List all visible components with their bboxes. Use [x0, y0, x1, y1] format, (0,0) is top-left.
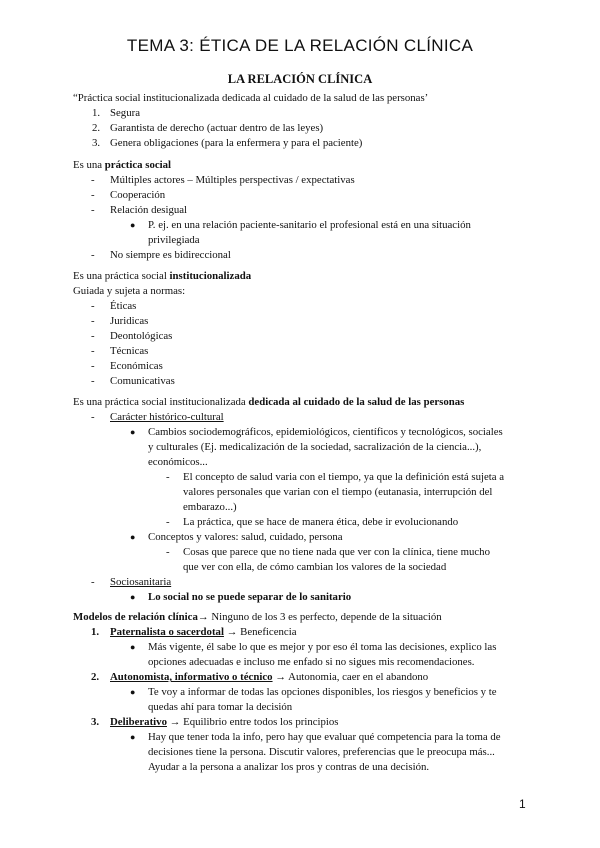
dash-marker: -: [91, 330, 95, 342]
list-item: Juridicas: [110, 315, 149, 327]
list-item: Relación desigual: [110, 204, 188, 216]
bullet-dot: ●: [130, 427, 136, 437]
bullet-dot: ●: [130, 220, 136, 230]
dash-marker: -: [91, 345, 95, 357]
def-item-num: 2.: [92, 122, 101, 134]
def-item-num: 1.: [92, 107, 101, 119]
dash-marker: -: [91, 204, 95, 216]
char-hist-heading: Carácter histórico-cultural: [110, 411, 224, 423]
sec2-guided: Guiada y sujeta a normas:: [73, 285, 186, 297]
list-item: decisiones tiene la persona. Discutir valores, preferencias que le preocupa más...: [148, 746, 495, 758]
list-item: embarazo...): [183, 501, 237, 513]
list-item: que ver con ella, de cómo cambian los valores de la sociedad: [183, 561, 447, 573]
list-item: valores personales que varian con el tiempo (eutanasia, interrupción del: [183, 486, 493, 498]
list-item: Económicas: [110, 360, 163, 372]
list-item: Hay que tener toda la info, pero hay que evaluar qué competencia para la toma de: [148, 731, 501, 743]
model-3: [110, 715, 339, 729]
sec3-intro: Es una práctica social institucionalizada: [73, 396, 249, 408]
list-item: Deontológicas: [110, 330, 173, 342]
list-item: Cambios sociodemográficos, epidemiológicos, científicos y tecnológicos, sociales: [148, 426, 503, 438]
model-name: Paternalista o sacerdotal: [110, 626, 224, 638]
dash-marker: -: [166, 516, 170, 528]
model-name: Deliberativo: [110, 716, 167, 728]
dash-marker: -: [166, 471, 170, 483]
list-item: opciones adecuadas e incluso me enfado si no sigues mis recomendaciones.: [148, 656, 475, 668]
def-item-text: Genera obligaciones (para la enfermera y para el paciente): [110, 137, 363, 149]
section-subtitle: LA RELACIÓN CLÍNICA: [227, 72, 373, 86]
sec1-heading: [73, 158, 171, 172]
list-item: Conceptos y valores: salud, cuidado, persona: [148, 531, 343, 543]
dash-marker: -: [91, 375, 95, 387]
sec2-intro: Es una práctica social: [73, 270, 170, 282]
dash-marker: -: [91, 189, 95, 201]
list-item: Más vigente, él sabe lo que es mejor y por eso él toma las decisiones, explico las: [148, 641, 497, 653]
page-number: 1: [519, 797, 526, 811]
definition-quote: “Práctica social institucionalizada dedicada al cuidado de la salud de las personas’: [73, 92, 429, 104]
list-item: El concepto de salud varia con el tiempo, ya que la definición está sujeta a: [183, 471, 505, 483]
dash-marker: -: [91, 249, 95, 261]
bullet-dot: ●: [130, 642, 136, 652]
list-item: Técnicas: [110, 345, 149, 357]
model-rest: Autonomia, caer en el abandono: [286, 671, 429, 683]
def-item-num: 3.: [92, 137, 101, 149]
model-name: Autonomista, informativo o técnico: [110, 671, 273, 683]
models-heading-rest: Ninguno de los 3 es perfecto, depende de la situación: [208, 611, 442, 623]
dash-marker: -: [91, 174, 95, 186]
model-rest: Equilibrio entre todos los principios: [180, 716, 339, 728]
def-item-text: Segura: [110, 107, 140, 119]
sec3-bold: dedicada al cuidado de la salud de las personas: [248, 396, 465, 408]
list-item: y culturales (Ej. medicalización de la sociedad, sacralización de la ciencia...),: [148, 441, 482, 453]
list-item: Éticas: [110, 300, 137, 312]
model-1: [110, 625, 297, 639]
models-heading: [73, 610, 442, 624]
dash-marker: -: [91, 411, 95, 423]
sec3-heading: [73, 395, 464, 409]
list-item: privilegiada: [148, 234, 200, 246]
sec1-bold: práctica social: [104, 159, 172, 171]
page-title: TEMA 3: ÉTICA DE LA RELACIÓN CLÍNICA: [126, 36, 474, 55]
list-item: Cosas que parece que no tiene nada que ver con la clínica, tiene mucho: [183, 546, 490, 558]
list-item: económicos...: [148, 456, 208, 468]
dash-marker: -: [91, 360, 95, 372]
dash-marker: -: [91, 300, 95, 312]
arrow-icon: →: [169, 716, 181, 728]
model-num: 1.: [91, 626, 100, 638]
list-item: No siempre es bidireccional: [110, 249, 231, 261]
list-item: Cooperación: [110, 189, 166, 201]
model-rest: Beneficencia: [237, 626, 297, 638]
list-item: Lo social no se puede separar de lo sanitario: [148, 591, 352, 603]
model-num: 3.: [91, 716, 100, 728]
list-item: La práctica, que se hace de manera ética, debe ir evolucionando: [183, 516, 459, 528]
arrow-icon: →: [197, 611, 209, 623]
dash-marker: -: [91, 315, 95, 327]
dash-marker: -: [91, 576, 95, 588]
arrow-icon: →: [275, 671, 287, 683]
list-item: quedas ahí para tomar la decisión: [148, 701, 293, 713]
bullet-dot: ●: [130, 532, 136, 542]
socio-heading: Sociosanitaria: [110, 576, 172, 588]
list-item: Múltiples actores – Múltiples perspectivas / expectativas: [110, 174, 355, 186]
model-num: 2.: [91, 671, 100, 683]
def-item-text: Garantista de derecho (actuar dentro de las leyes): [110, 122, 324, 134]
bullet-dot: ●: [130, 732, 136, 742]
models-heading-bold: Modelos de relación clínica: [73, 611, 198, 623]
list-item: Te voy a informar de todas las opciones disponibles, los riesgos y beneficios y te: [148, 686, 497, 698]
model-2: [110, 670, 428, 684]
bullet-dot: ●: [130, 592, 136, 602]
list-item: Ayudar a la persona a analizar los pros y contras de una decisión.: [148, 761, 430, 773]
dash-marker: -: [166, 546, 170, 558]
sec1-intro: Es una: [73, 159, 105, 171]
list-item: Comunicativas: [110, 375, 175, 387]
bullet-dot: ●: [130, 687, 136, 697]
sec2-heading: [73, 269, 251, 283]
list-item: P. ej. en una relación paciente-sanitario el profesional está en una situación: [148, 219, 471, 231]
sec2-bold: institucionalizada: [169, 270, 252, 282]
arrow-icon: →: [226, 626, 238, 638]
